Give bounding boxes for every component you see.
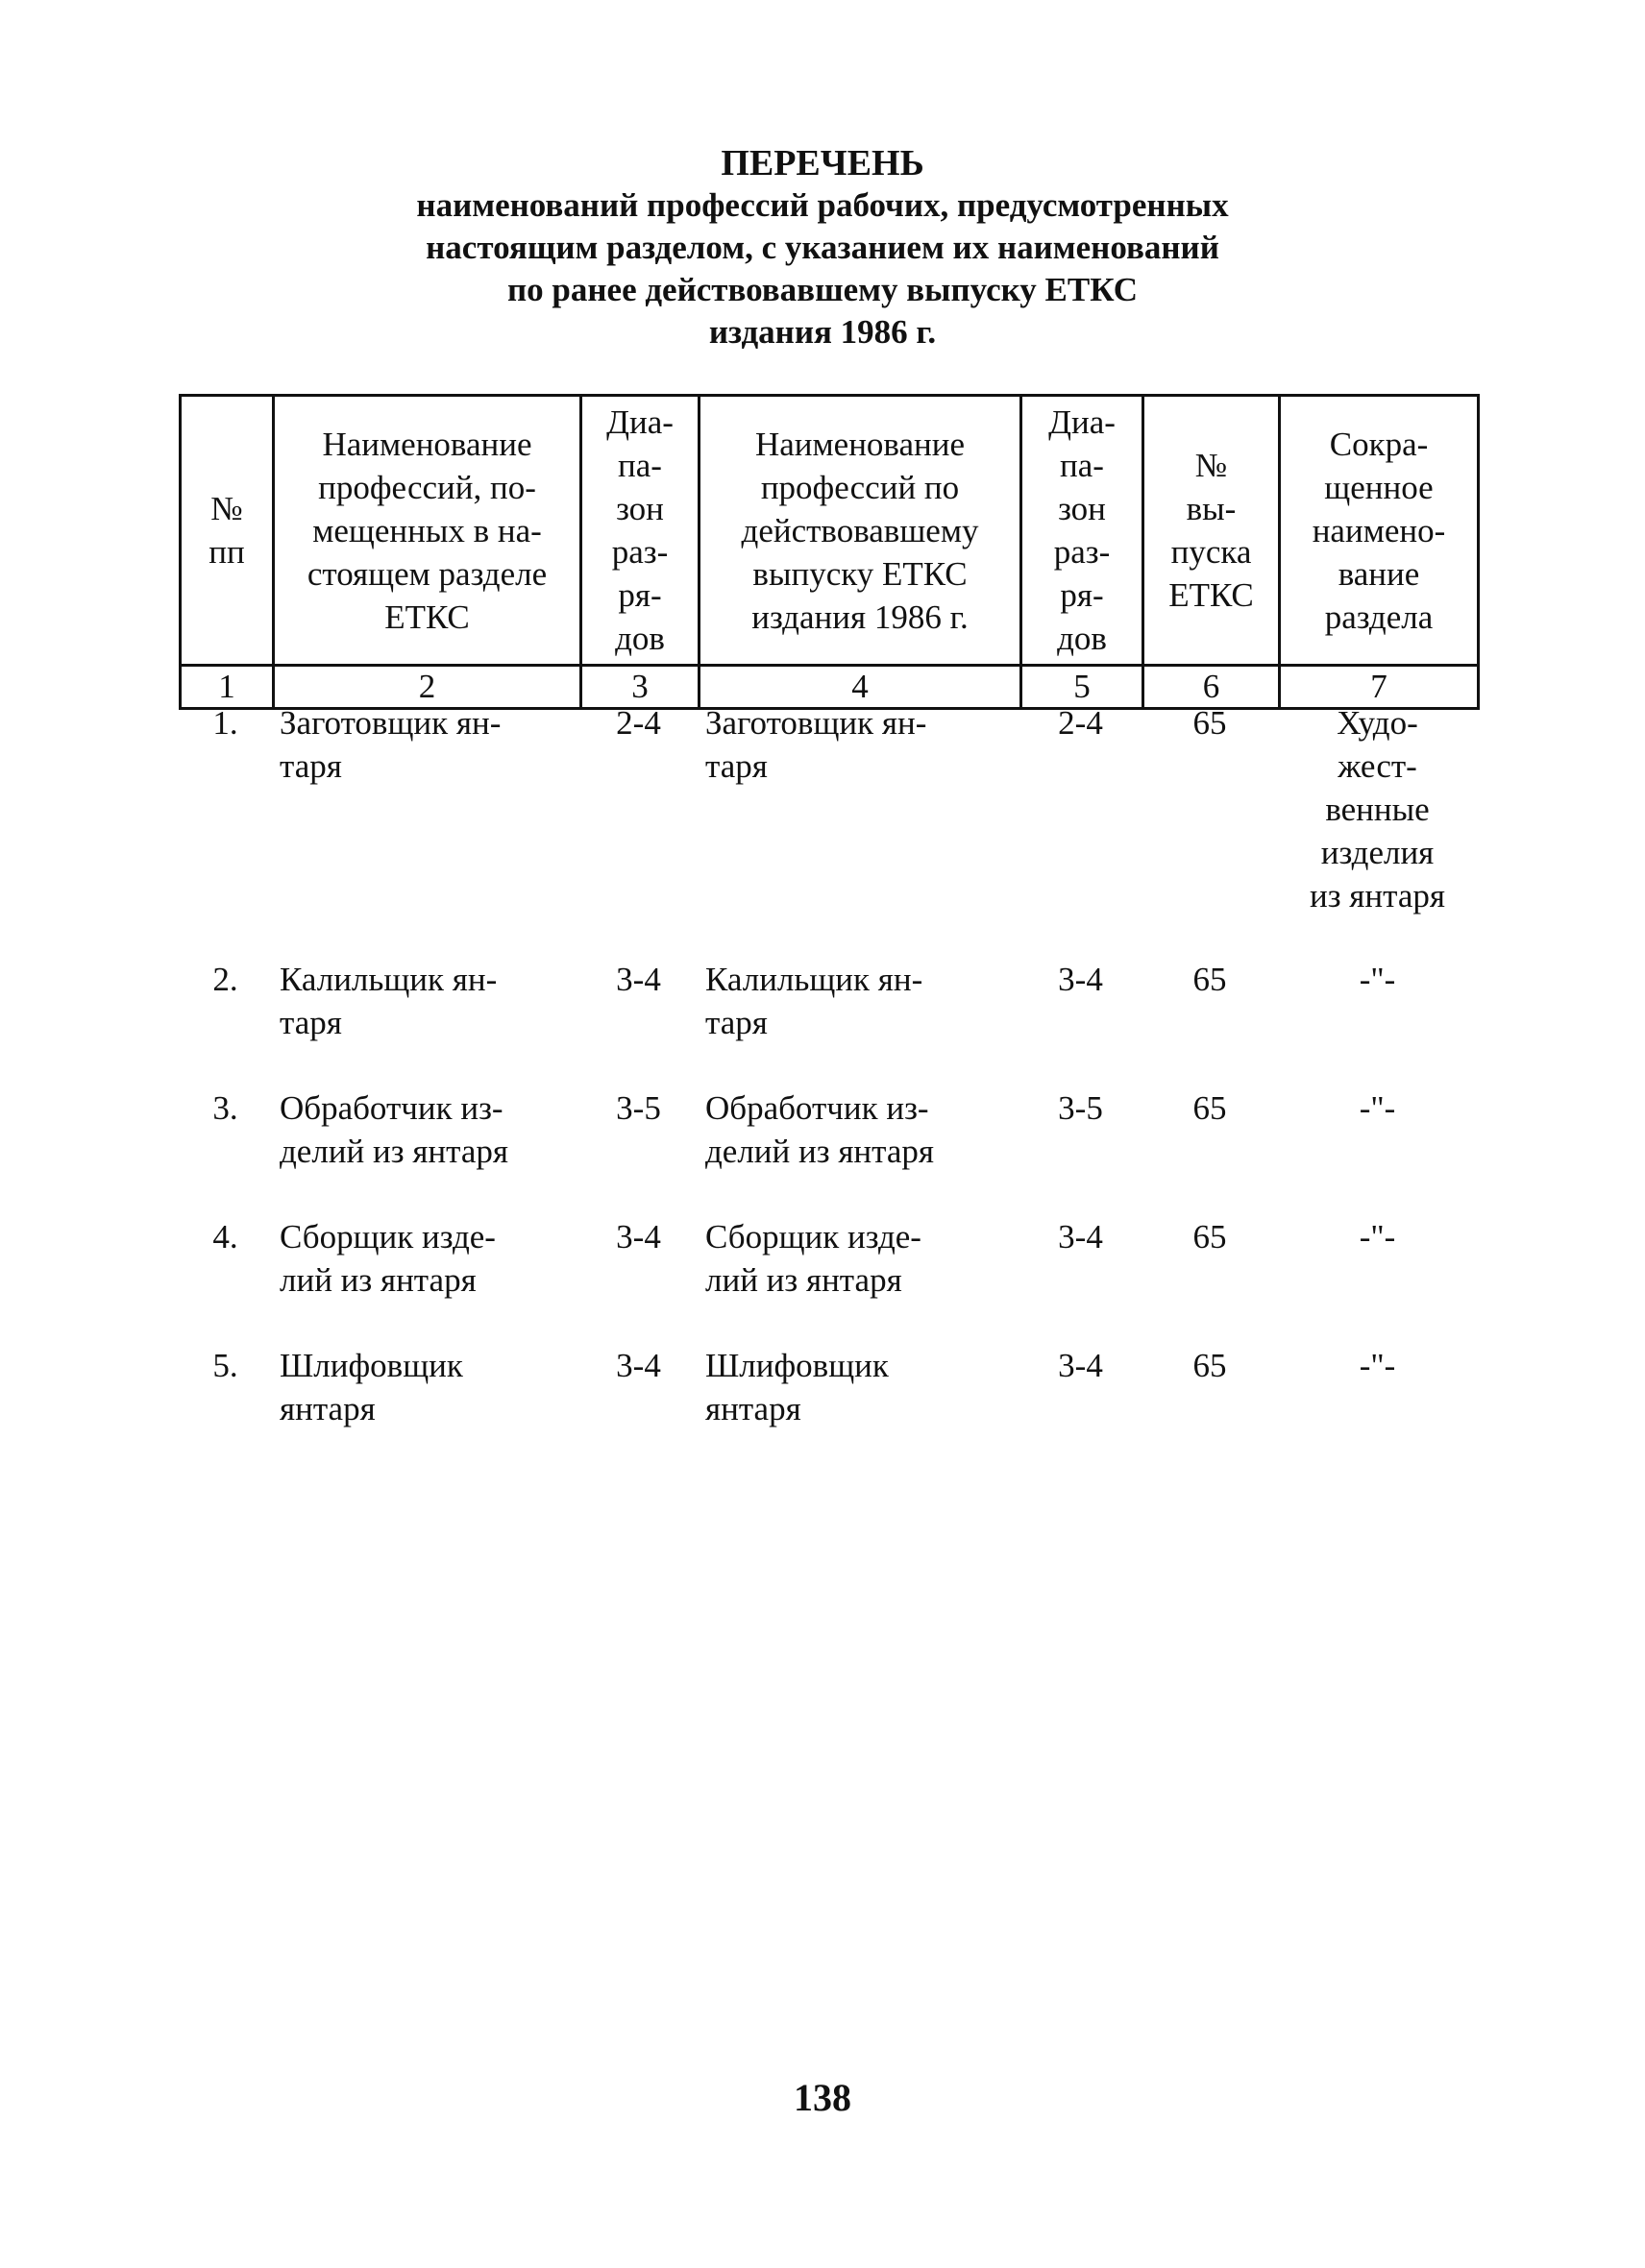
table-cell (272, 1344, 579, 1430)
cell-line: 5. (212, 1347, 238, 1384)
column-number: 7 (1280, 666, 1479, 709)
table-cell (1019, 701, 1142, 917)
table-cell (1278, 1215, 1477, 1302)
header-cell (700, 396, 1021, 666)
table-cell (1278, 1344, 1477, 1430)
cell-line: Калильщик ян- (705, 961, 923, 998)
cell-line: изделия (1320, 834, 1435, 871)
table-cell (1019, 1344, 1142, 1430)
cell-line: 3-4 (1058, 961, 1103, 998)
header-line: раз- (611, 533, 669, 571)
table-cell (1142, 958, 1278, 1044)
header-line: № (1194, 447, 1228, 484)
title-line: настоящим разделом, с указанием их наименований (426, 229, 1219, 266)
header-line: действовавшему (741, 511, 979, 549)
header-line: ЕТКС (384, 597, 470, 636)
cell-line: Обработчик из- (280, 1089, 503, 1127)
header-row (181, 396, 1479, 666)
cell-line: 65 (1192, 1089, 1227, 1127)
cell-line: Калильщик ян- (280, 961, 498, 998)
table-cell (698, 1215, 1019, 1302)
cell-line: лий из янтаря (705, 1261, 902, 1299)
header-line: выпуску ЕТКС (752, 554, 968, 593)
cell-line: 4. (212, 1218, 238, 1256)
header-cell (1021, 396, 1143, 666)
table-header (179, 394, 1480, 710)
header-line: ЕТКС (1168, 576, 1254, 614)
table-cell (579, 701, 698, 917)
header-line: стоящем разделе (307, 554, 548, 593)
cell-line: янтаря (280, 1390, 376, 1427)
header-line: Диа- (606, 403, 674, 441)
cell-line: таря (280, 1004, 342, 1041)
table-cell (179, 958, 272, 1044)
header-cell (581, 396, 700, 666)
header-line: раз- (1053, 533, 1111, 571)
title-heading: ПЕРЕЧЕНЬ (721, 143, 924, 183)
cell-line: янтаря (705, 1390, 801, 1427)
cell-line: 3-4 (1058, 1347, 1103, 1384)
table-cell (1278, 1086, 1477, 1173)
cell-line: 65 (1192, 961, 1227, 998)
cell-line: -"- (1359, 1089, 1396, 1127)
header-line: па- (618, 447, 662, 484)
document-title (0, 142, 1645, 354)
title-line: по ранее действовавшему выпуску ЕТКС (506, 271, 1138, 308)
table-cell (272, 958, 579, 1044)
table-cell (1019, 958, 1142, 1044)
header-line: Наименование (754, 425, 966, 463)
cell-line: таря (705, 1004, 768, 1041)
table-cell (179, 701, 272, 917)
cell-line: Шлифовщик (705, 1347, 889, 1384)
cell-line: Сборщик изде- (705, 1218, 921, 1256)
header-line: № (210, 490, 243, 527)
cell-line: 3-4 (616, 1347, 661, 1384)
header-line: дов (1057, 620, 1107, 657)
table-row (179, 1344, 1477, 1430)
cell-line: 65 (1192, 704, 1227, 742)
header-line: дов (615, 620, 665, 657)
header-line: мещенных в на- (312, 511, 542, 549)
title-line: издания 1986 г. (708, 313, 937, 351)
cell-line: делий из янтаря (280, 1133, 509, 1170)
table-cell (272, 1086, 579, 1173)
header-line: Наименование (322, 425, 532, 463)
cell-line: 3-5 (1058, 1089, 1103, 1127)
table-cell (179, 1086, 272, 1173)
table-cell (179, 1215, 272, 1302)
column-number: 3 (581, 666, 700, 709)
cell-line: 1. (212, 704, 238, 742)
header-line: Сокра- (1329, 425, 1429, 463)
header-line: профессий по (760, 468, 960, 506)
cell-line: жест- (1338, 747, 1417, 785)
cell-line: лий из янтаря (280, 1261, 477, 1299)
cell-line: 65 (1192, 1347, 1227, 1384)
cell-line: венные (1325, 791, 1430, 828)
column-number: 6 (1143, 666, 1280, 709)
header-line: раздела (1324, 597, 1434, 636)
header-cell (274, 396, 581, 666)
cell-line: из янтаря (1310, 877, 1445, 915)
column-number: 2 (274, 666, 581, 709)
table-cell (579, 1086, 698, 1173)
table-cell (272, 1215, 579, 1302)
table-cell (1142, 701, 1278, 917)
cell-line: таря (705, 747, 768, 785)
cell-line: Худо- (1337, 704, 1418, 742)
header-line: пуска (1170, 533, 1252, 571)
header-line: зон (1058, 490, 1106, 527)
table-cell (1142, 1086, 1278, 1173)
column-number: 1 (181, 666, 274, 709)
cell-line: 3-4 (616, 1218, 661, 1256)
cell-line: 2. (212, 961, 238, 998)
table-cell (1142, 1215, 1278, 1302)
cell-line: Обработчик из- (705, 1089, 929, 1127)
cell-line: делий из янтаря (705, 1133, 935, 1170)
cell-line: 3-4 (1058, 1218, 1103, 1256)
table-cell (1142, 1344, 1278, 1430)
cell-line: Заготовщик ян- (705, 704, 927, 742)
header-cell (1280, 396, 1479, 666)
header-line: вы- (1186, 490, 1237, 527)
cell-line: -"- (1359, 1218, 1396, 1256)
header-cell (181, 396, 274, 666)
table-cell (698, 701, 1019, 917)
column-number: 4 (700, 666, 1021, 709)
table-cell (179, 1344, 272, 1430)
table-cell (1278, 701, 1477, 917)
table-cell (698, 958, 1019, 1044)
cell-line: Сборщик изде- (280, 1218, 496, 1256)
table-cell (579, 958, 698, 1044)
header-line: вание (1338, 554, 1420, 593)
page-number: 138 (794, 2076, 851, 2119)
header-line: щенное (1324, 468, 1434, 506)
cell-line: Шлифовщик (280, 1347, 463, 1384)
header-line: профессий, по- (318, 468, 536, 506)
table-row (179, 701, 1477, 917)
header-line: издания 1986 г. (751, 597, 969, 636)
table-cell (272, 701, 579, 917)
cell-line: Заготовщик ян- (280, 704, 502, 742)
cell-line: -"- (1359, 961, 1396, 998)
cell-line: 3. (212, 1089, 238, 1127)
table-cell (579, 1215, 698, 1302)
header-line: па- (1060, 447, 1104, 484)
cell-line: -"- (1359, 1347, 1396, 1384)
header-line: ря- (618, 576, 662, 614)
table-cell (1019, 1215, 1142, 1302)
table-cell (1019, 1086, 1142, 1173)
table-cell (698, 1344, 1019, 1430)
header-line: ря- (1060, 576, 1104, 614)
table-row (179, 1086, 1477, 1173)
cell-line: 2-4 (1058, 704, 1103, 742)
cell-line: таря (280, 747, 342, 785)
table-body (179, 701, 1477, 1430)
title-line: наименований профессий рабочих, предусмотренных (416, 186, 1229, 224)
header-line: зон (616, 490, 664, 527)
table-row (179, 1215, 1477, 1302)
table-cell (579, 1344, 698, 1430)
header-line: пп (209, 533, 245, 571)
cell-line: 2-4 (616, 704, 661, 742)
cell-line: 65 (1192, 1218, 1227, 1256)
table-row (179, 958, 1477, 1044)
cell-line: 3-4 (616, 961, 661, 998)
header-cell (1143, 396, 1280, 666)
table-cell (1278, 958, 1477, 1044)
header-line: наимено- (1312, 511, 1446, 549)
table-cell (698, 1086, 1019, 1173)
column-number: 5 (1021, 666, 1143, 709)
cell-line: 3-5 (616, 1089, 661, 1127)
header-line: Диа- (1048, 403, 1116, 441)
